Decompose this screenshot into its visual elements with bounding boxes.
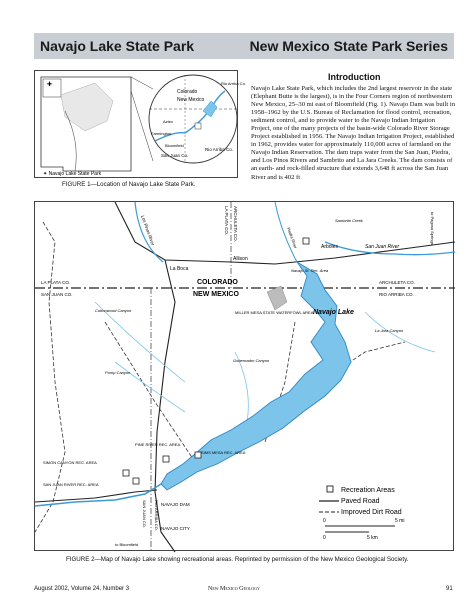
san-juan-co-label: San Juan Co. xyxy=(161,153,189,158)
arboles-label: Arboles xyxy=(321,244,338,250)
legend-rec-icon xyxy=(327,486,333,492)
introduction-text-block xyxy=(251,85,456,182)
miller-mesa-label: MILLER MESA STATE WATERFOWL AREA xyxy=(235,310,314,315)
navajo-dam-label: NAVAJO DAM xyxy=(161,502,190,507)
bloomfield-label: to Bloomfield xyxy=(115,542,139,547)
introduction-paragraph: Navajo Lake State Park, which includes the 2nd largest reservoir in the state (Elephant Butte is the largest), is in the Four Corners region of northwestern New Mexico, 25–30 mi east of Bloomfield (Fig. 1). Navajo Dam was built in 1958–1962 by the U.S. Bureau of Reclamation for flood control, recreation, sediment control, and to provide water to the Navajo Indian Irrigation Project, one of the many projects of the basin-wide Colorado River Storage Project established in 1956. The Navajo Indian Irrigation Project, established in 1962, provides water for approximately 110,000 acres of farmland on the Navajo Indian Reservation. The dam traps water from the San Juan, Piedra, and Los Pinos Rivers and Sambrito and La Jara Creeks. The dam consists of an earth- and rock-filled structure that extends 3,648 ft across the San Juan River and is 402 ft xyxy=(251,85,456,181)
scale-five-km: 5 km xyxy=(367,535,378,541)
simon-canyon-label: SIMON CANYON REC. AREA xyxy=(43,460,97,465)
la-jara-label: La Jara Canyon xyxy=(375,328,404,333)
scale-five-mi: 5 mi xyxy=(395,518,405,524)
pagosa-label: to Pagosa Springs xyxy=(430,212,435,245)
san-juan-co-label: SAN JUAN CO. xyxy=(41,292,73,297)
aztec-label: Aztec xyxy=(163,119,174,124)
farmington-label: Farmington xyxy=(151,131,172,136)
rio-arriba-co-label: RIO ARRIBA CO. xyxy=(379,292,414,297)
figure1-caption: FIGURE 1—Location of Navajo Lake State Park. xyxy=(62,181,196,188)
navajo-st-rec-label: Navajo St. Rec. Area xyxy=(291,268,329,273)
rec-area-marker xyxy=(163,456,169,462)
park-marker xyxy=(195,123,201,129)
dirt-road-central xyxy=(105,322,195,462)
piedra-river-label: Piedra River xyxy=(286,226,299,250)
series-title: New Mexico State Park Series xyxy=(249,38,448,54)
footer-journal: New Mexico Geology xyxy=(208,586,260,592)
la-plata-vert-label: LA PLATA CO. xyxy=(224,206,229,236)
north-arrow-icon: ✚ xyxy=(47,82,53,88)
navajo-lake-water xyxy=(161,262,351,490)
rio-arriba-top-label: Rio Arriba Co. xyxy=(221,81,246,86)
navajo-lake-label: Navajo Lake xyxy=(313,309,354,316)
header-banner xyxy=(34,33,454,59)
los-pinos-label: Los Pinos River xyxy=(140,214,156,246)
cottonwood-label: Cottonwood Canyon xyxy=(95,308,132,313)
archuleta-co-label: ARCHULETA CO. xyxy=(379,280,415,285)
rec-area-marker xyxy=(133,478,139,484)
figure2-caption: FIGURE 2—Map of Navajo Lake showing recreational areas. Reprinted by permission of the New Mexico Geological Society. xyxy=(66,556,409,563)
figure1-location-map xyxy=(34,70,246,178)
pump-canyon-label: Pump Canyon xyxy=(105,370,131,375)
scale-zero-km: 0 xyxy=(323,535,326,541)
footer-issue: August 2002, Volume 24, Number 3 xyxy=(34,586,130,592)
footer-page-number: 91 xyxy=(446,586,453,592)
rio-arriba-co-label: Rio Arriba Co. xyxy=(205,147,234,152)
miller-mesa-area xyxy=(267,286,287,310)
new-mexico-label: NEW MEXICO xyxy=(193,291,239,298)
colorado-label: COLORADO xyxy=(197,279,238,286)
la-plata-co-label: LA PLATA CO. xyxy=(41,280,71,285)
figure2-lake-map xyxy=(34,201,454,551)
gobernador-label: Gobernador Canyon xyxy=(233,358,270,363)
san-juan-rec-label: SAN JUAN RIVER REC. AREA xyxy=(43,482,99,487)
rio-arriba-vert-label: RIO ARRIBA CO. xyxy=(154,500,159,531)
legend-dirt-label: Improved Dirt Road xyxy=(341,509,402,516)
introduction-heading: Introduction xyxy=(328,72,381,82)
pine-river-rec-label: PINE RIVER REC. AREA xyxy=(135,442,181,447)
scale-zero-mi: 0 xyxy=(323,518,326,524)
sambrito-label: Sambrito Creek xyxy=(335,218,363,223)
allison-label: Allison xyxy=(233,256,248,262)
rec-area-marker xyxy=(123,470,129,476)
legend-star-icon: ✦ xyxy=(43,171,49,177)
colorado-label: Colorado xyxy=(177,89,198,95)
figure1-svg xyxy=(35,71,246,179)
legend-paved-label: Paved Road xyxy=(341,498,380,505)
new-mexico-label: New Mexico xyxy=(177,97,205,103)
page-title: Navajo Lake State Park xyxy=(40,38,195,54)
figure1-legend: ✦ Navajo Lake State Park xyxy=(43,171,102,177)
la-boca-label: La Boca xyxy=(170,266,189,272)
navajo-city-label: NAVAJO CITY xyxy=(161,526,190,531)
san-juan-river-label: San Juan River xyxy=(365,244,400,250)
figure2-svg xyxy=(35,202,455,552)
zoom-line-top xyxy=(131,77,153,89)
rec-area-marker xyxy=(303,238,309,244)
archuleta-vert-label: ARCHULETA CO. xyxy=(233,206,238,242)
bloomfield-label: Bloomfield xyxy=(165,143,184,148)
sims-mesa-rec-label: SIMS MESA REC. AREA xyxy=(201,450,246,455)
legend-rec-label: Recreation Areas xyxy=(341,487,395,494)
san-juan-vert-label: SAN JUAN CO. xyxy=(142,500,147,529)
